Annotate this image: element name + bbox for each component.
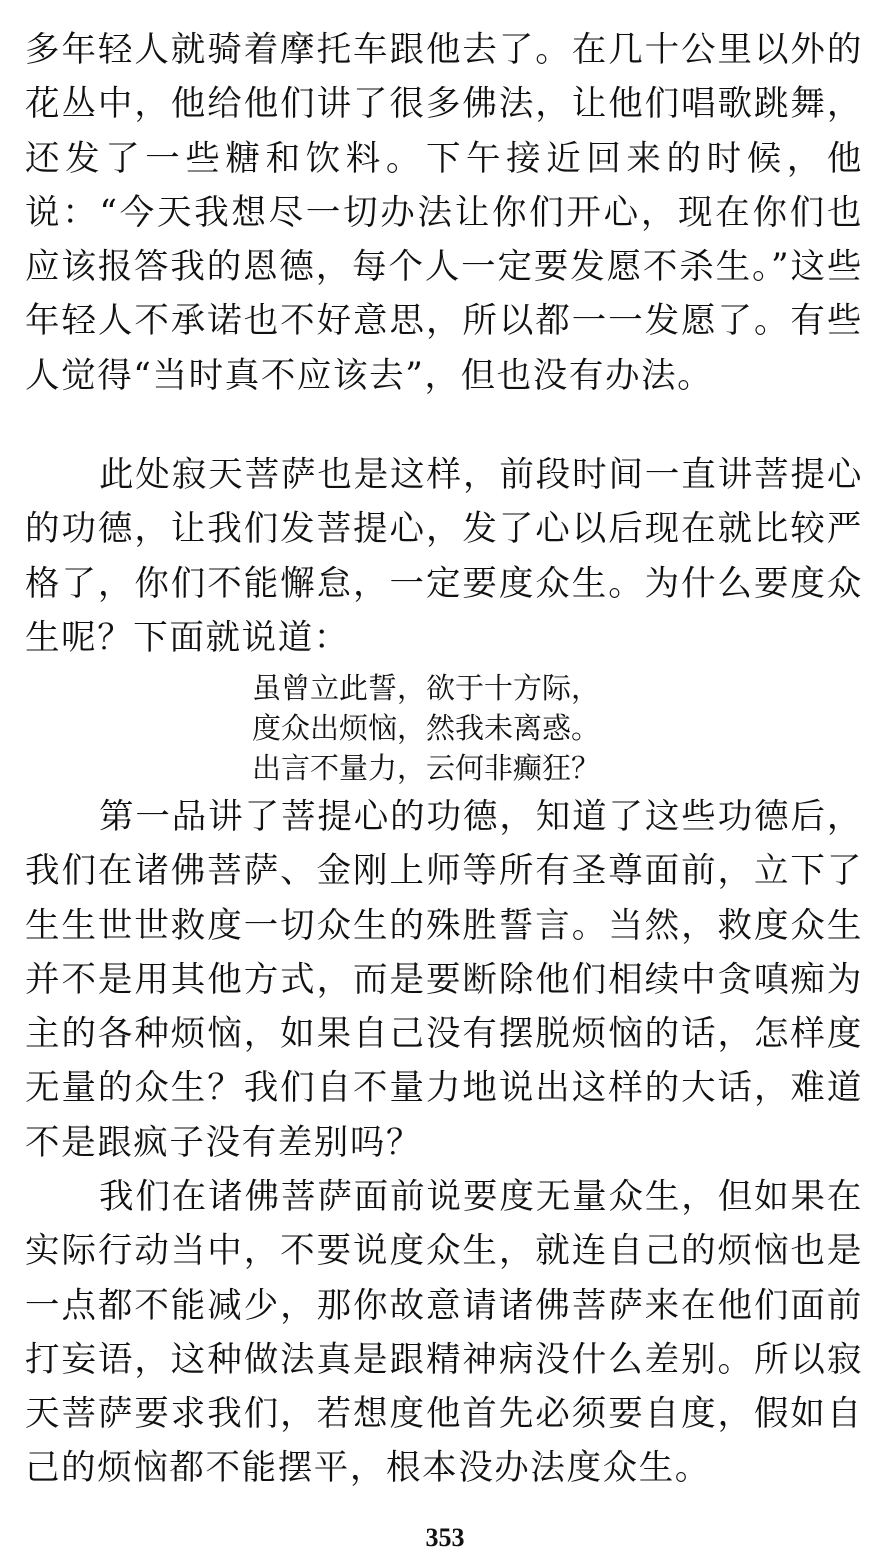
paragraph-commentary: 第一品讲了菩提心的功德，知道了这些功德后，我们在诸佛菩萨、金刚上师等所有圣尊面前，立下了生生世世救度一切众生的殊胜誓言。当然，救度众生并不是用其他方式，而是要断除他们相续中贪嗔痴为主的各种烦恼，如果自己没有摆脱烦恼的话，怎样度无量的众生？我们自不量力地说出这样的大话，难道不是跟疯子没有差别吗？ <box>25 797 863 1163</box>
paragraph-intro: 此处寂天菩萨也是这样，前段时间一直讲菩提心的功德，让我们发菩提心，发了心以后现在就比较严格了，你们不能懈怠，一定要度众生。为什么要度众生呢？下面就说道： <box>25 455 863 658</box>
verse-line: 虽曾立此誓，欲于十方际， <box>252 671 601 705</box>
page-number: 353 <box>425 1523 465 1552</box>
verse-line: 度众出烦恼，然我未离惑。 <box>252 711 601 745</box>
verse-line: 出言不量力，云何非癫狂？ <box>252 751 601 785</box>
paragraph-continuation: 多年轻人就骑着摩托车跟他去了。在几十公里以外的花丛中，他给他们讲了很多佛法，让他们唱歌跳舞，还发了一些糖和饮料。下午接近回来的时候，他说：“今天我想尽一切办法让你们开心，现在你们也应该报答我的恩德，每个人一定要发愿不杀生。”这些年轻人不承诺也不好意思，所以都一一发愿了。有些人觉得“当时真不应该去”，但也没有办法。 <box>25 30 863 396</box>
paragraph-conclusion: 我们在诸佛菩萨面前说要度无量众生，但如果在实际行动当中，不要说度众生，就连自己的烦恼也是一点都不能减少，那你故意请诸佛菩萨来在他们面前打妄语，这种做法真是跟精神病没什么差别。所以寂天菩萨要求我们，若想度他首先必须要自度，假如自己的烦恼都不能摆平，根本没办法度众生。 <box>25 1177 863 1489</box>
verse-block <box>252 668 600 788</box>
